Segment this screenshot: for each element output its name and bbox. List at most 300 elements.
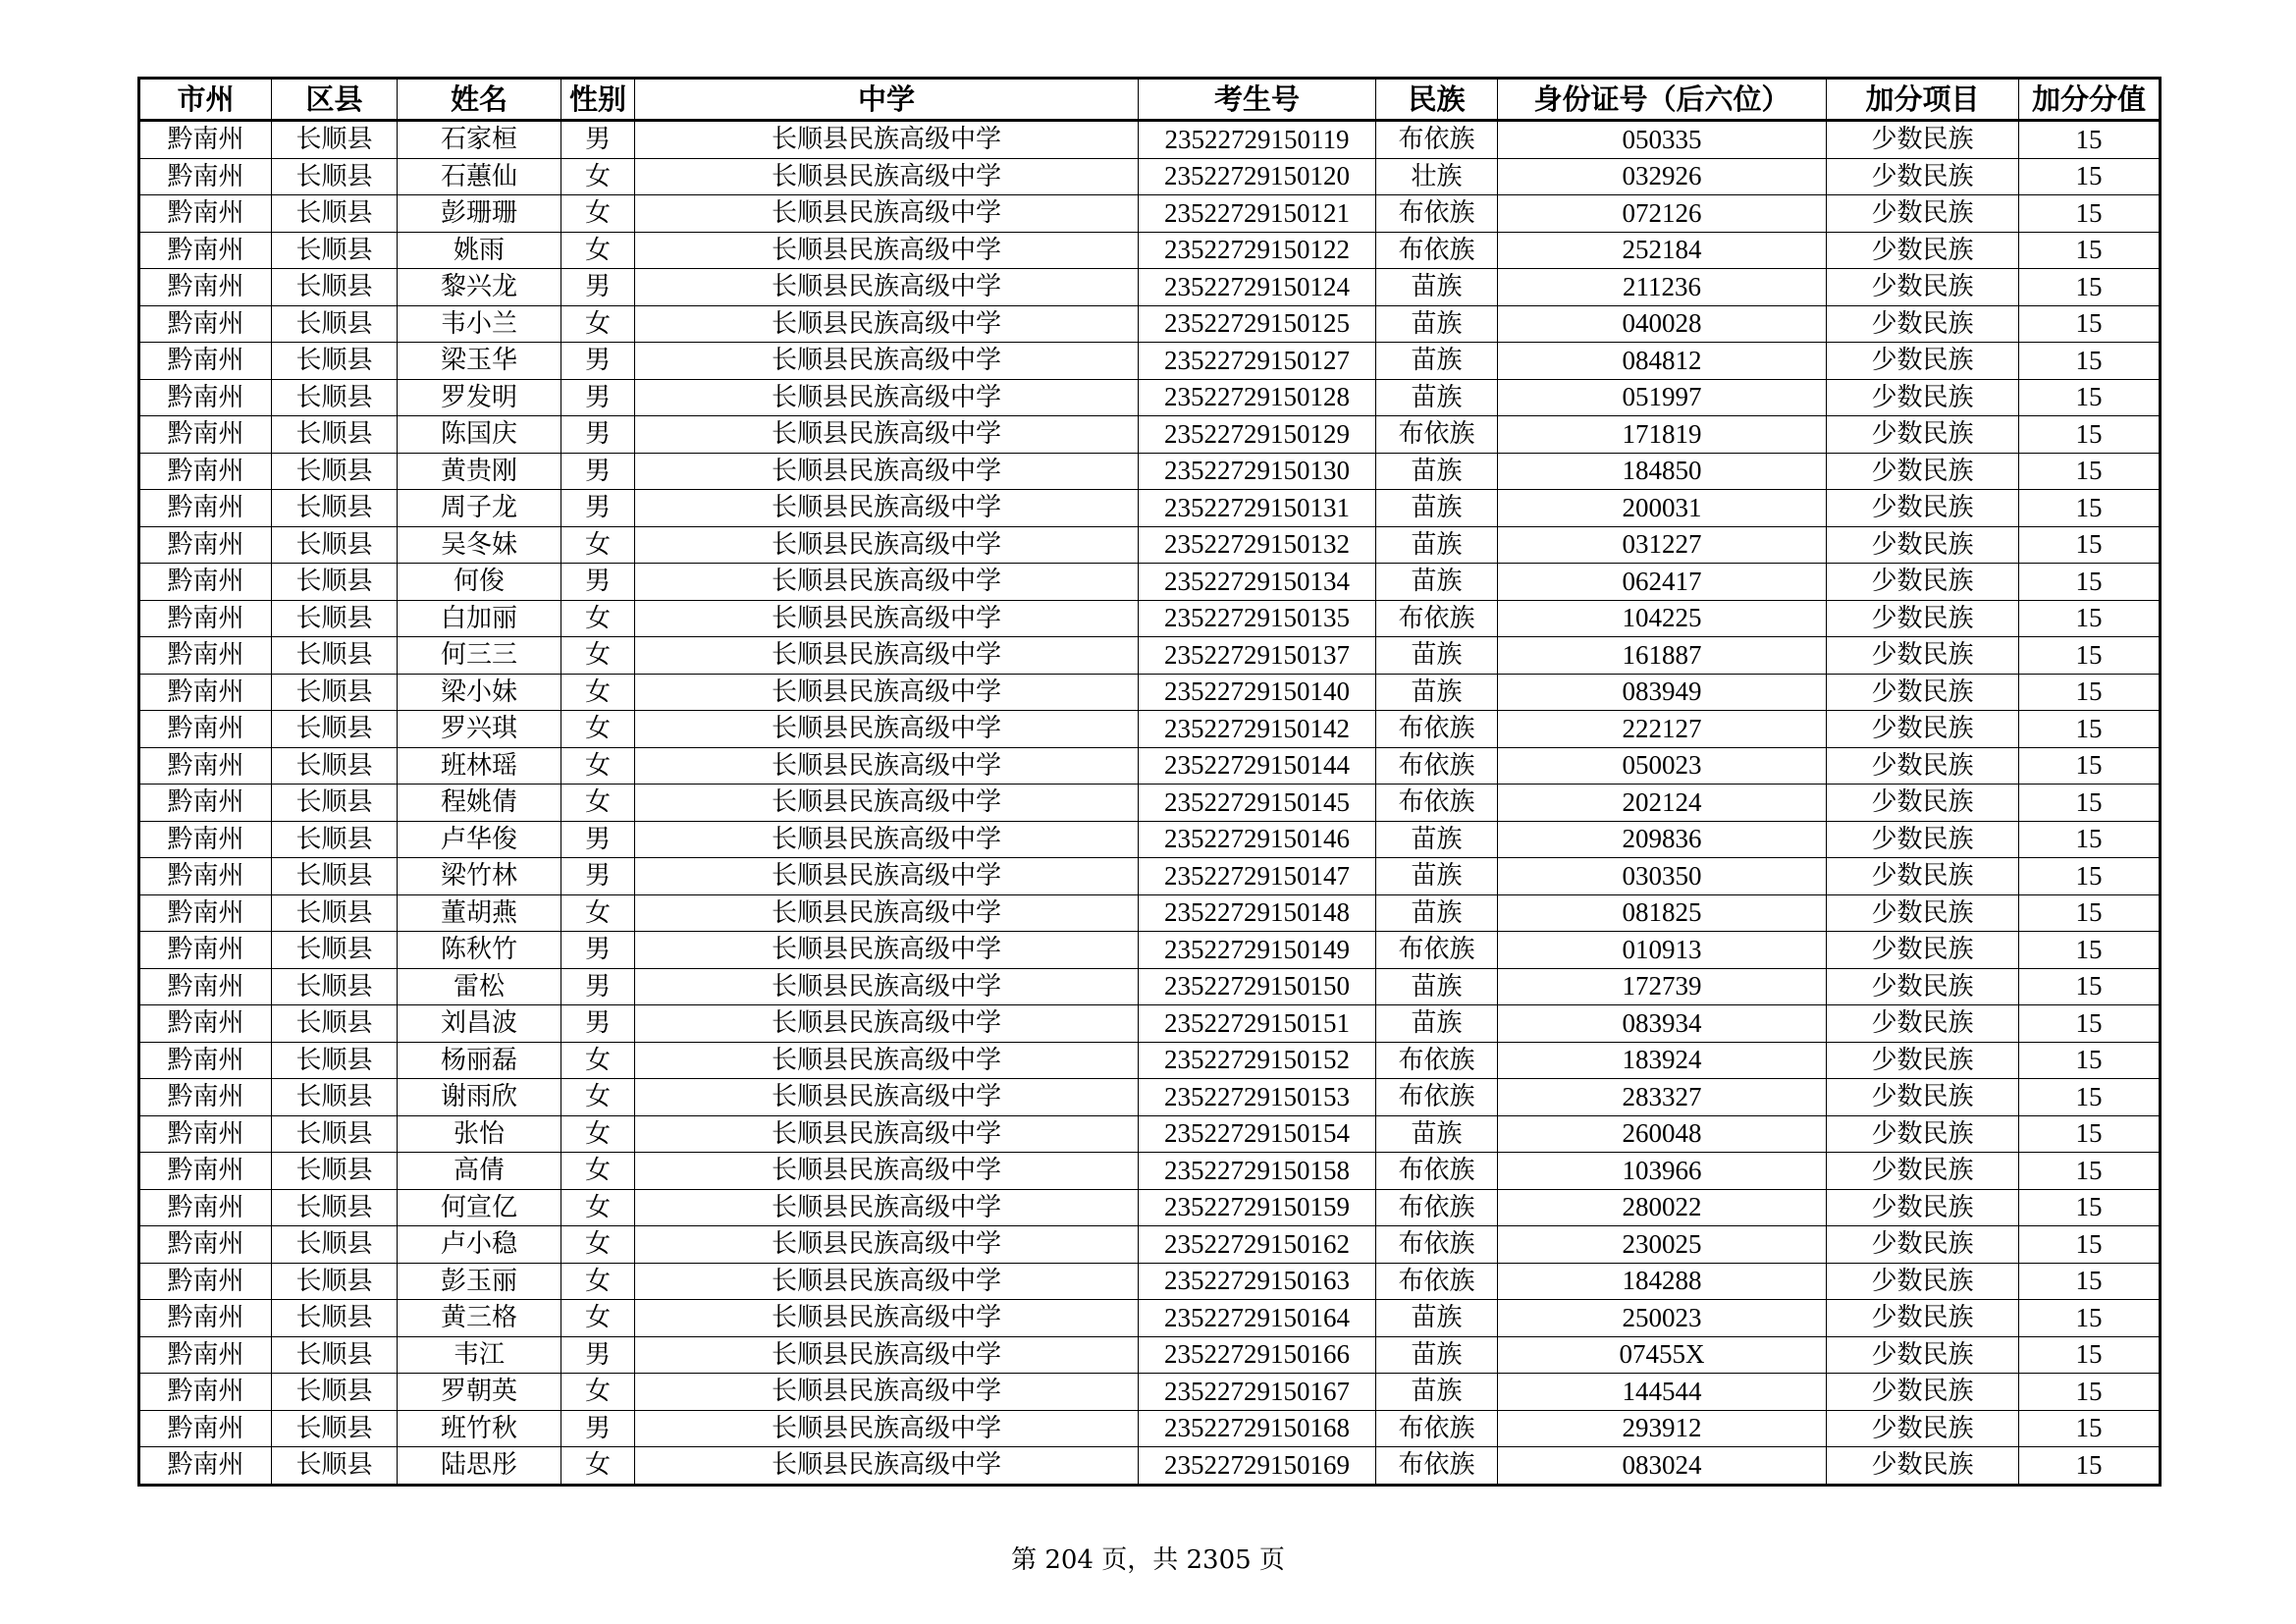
bonus-item-cell: 少数民族 [1827, 453, 2019, 490]
gender-cell: 女 [561, 1079, 635, 1116]
gender-cell: 男 [561, 121, 635, 159]
id-last-six-cell: 250023 [1498, 1300, 1827, 1337]
exam-number-cell: 23522729150128 [1139, 379, 1376, 416]
name-cell: 董胡燕 [398, 894, 561, 932]
ethnicity-cell: 苗族 [1376, 490, 1498, 527]
county-cell: 长顺县 [272, 968, 398, 1005]
bonus-item-cell: 少数民族 [1827, 1300, 2019, 1337]
id-last-six-cell: 104225 [1498, 600, 1827, 637]
school-cell: 长顺县民族高级中学 [635, 1336, 1139, 1374]
gender-cell: 男 [561, 821, 635, 858]
bonus-item-cell: 少数民族 [1827, 932, 2019, 969]
name-cell: 杨丽磊 [398, 1042, 561, 1079]
id-last-six-cell: 283327 [1498, 1079, 1827, 1116]
school-cell: 长顺县民族高级中学 [635, 1189, 1139, 1226]
city-cell: 黔南州 [139, 600, 272, 637]
county-cell: 长顺县 [272, 1115, 398, 1153]
exam-number-cell: 23522729150168 [1139, 1410, 1376, 1447]
school-cell: 长顺县民族高级中学 [635, 821, 1139, 858]
bonus-value-cell: 15 [2019, 858, 2161, 895]
bonus-value-cell: 15 [2019, 674, 2161, 711]
gender-cell: 女 [561, 1300, 635, 1337]
bonus-item-cell: 少数民族 [1827, 158, 2019, 195]
exam-number-cell: 23522729150162 [1139, 1226, 1376, 1264]
name-cell: 卢小稳 [398, 1226, 561, 1264]
bonus-item-cell: 少数民族 [1827, 1263, 2019, 1300]
school-cell: 长顺县民族高级中学 [635, 1410, 1139, 1447]
table-row [139, 821, 2161, 858]
name-cell: 石蕙仙 [398, 158, 561, 195]
exam-number-cell: 23522729150145 [1139, 785, 1376, 822]
bonus-value-cell: 15 [2019, 1042, 2161, 1079]
school-cell: 长顺县民族高级中学 [635, 121, 1139, 159]
county-cell: 长顺县 [272, 747, 398, 785]
city-cell: 黔南州 [139, 1042, 272, 1079]
exam-number-cell: 23522729150148 [1139, 894, 1376, 932]
county-cell: 长顺县 [272, 1447, 398, 1486]
city-cell: 黔南州 [139, 1447, 272, 1486]
exam-number-cell: 23522729150158 [1139, 1153, 1376, 1190]
bonus-item-cell: 少数民族 [1827, 1079, 2019, 1116]
id-last-six-cell: 200031 [1498, 490, 1827, 527]
ethnicity-cell: 苗族 [1376, 637, 1498, 675]
bonus-value-cell: 15 [2019, 564, 2161, 601]
school-cell: 长顺县民族高级中学 [635, 1300, 1139, 1337]
county-cell: 长顺县 [272, 711, 398, 748]
id-last-six-cell: 172739 [1498, 968, 1827, 1005]
page-footer: 第 204 页，共 2305 页 [1011, 1545, 1285, 1575]
name-cell: 梁玉华 [398, 343, 561, 380]
ethnicity-cell: 布依族 [1376, 785, 1498, 822]
gender-cell: 女 [561, 1447, 635, 1486]
exam-number-cell: 23522729150130 [1139, 453, 1376, 490]
gender-cell: 女 [561, 195, 635, 233]
school-cell: 长顺县民族高级中学 [635, 858, 1139, 895]
exam-number-cell: 23522729150142 [1139, 711, 1376, 748]
name-cell: 石家桓 [398, 121, 561, 159]
ethnicity-cell: 布依族 [1376, 1226, 1498, 1264]
city-cell: 黔南州 [139, 821, 272, 858]
county-cell: 长顺县 [272, 379, 398, 416]
gender-cell: 女 [561, 1189, 635, 1226]
county-cell: 长顺县 [272, 269, 398, 306]
city-cell: 黔南州 [139, 269, 272, 306]
table-row [139, 1189, 2161, 1226]
table-row [139, 932, 2161, 969]
gender-cell: 男 [561, 932, 635, 969]
county-cell: 长顺县 [272, 453, 398, 490]
table-row [139, 158, 2161, 195]
gender-cell: 男 [561, 343, 635, 380]
name-cell: 何三三 [398, 637, 561, 675]
id-last-six-cell: 051997 [1498, 379, 1827, 416]
school-cell: 长顺县民族高级中学 [635, 526, 1139, 564]
school-cell: 长顺县民族高级中学 [635, 379, 1139, 416]
school-cell: 长顺县民族高级中学 [635, 1263, 1139, 1300]
bonus-value-cell: 15 [2019, 747, 2161, 785]
exam-number-cell: 23522729150119 [1139, 121, 1376, 159]
name-cell: 陆思彤 [398, 1447, 561, 1486]
city-cell: 黔南州 [139, 1189, 272, 1226]
table-row [139, 1263, 2161, 1300]
bonus-value-cell: 15 [2019, 1005, 2161, 1043]
school-cell: 长顺县民族高级中学 [635, 1042, 1139, 1079]
id-last-six-cell: 211236 [1498, 269, 1827, 306]
bonus-value-cell: 15 [2019, 1115, 2161, 1153]
gender-cell: 男 [561, 490, 635, 527]
city-cell: 黔南州 [139, 453, 272, 490]
school-cell: 长顺县民族高级中学 [635, 894, 1139, 932]
bonus-item-cell: 少数民族 [1827, 1374, 2019, 1411]
bonus-item-cell: 少数民族 [1827, 1005, 2019, 1043]
bonus-item-cell: 少数民族 [1827, 1115, 2019, 1153]
bonus-value-cell: 15 [2019, 232, 2161, 269]
header-ethnicity: 民族 [1376, 79, 1498, 121]
table-row [139, 1079, 2161, 1116]
school-cell: 长顺县民族高级中学 [635, 1374, 1139, 1411]
gender-cell: 女 [561, 894, 635, 932]
bonus-item-cell: 少数民族 [1827, 1189, 2019, 1226]
bonus-value-cell: 15 [2019, 1410, 2161, 1447]
ethnicity-cell: 布依族 [1376, 711, 1498, 748]
bonus-value-cell: 15 [2019, 1300, 2161, 1337]
school-cell: 长顺县民族高级中学 [635, 269, 1139, 306]
gender-cell: 女 [561, 1153, 635, 1190]
gender-cell: 女 [561, 158, 635, 195]
name-cell: 何俊 [398, 564, 561, 601]
id-last-six-cell: 184850 [1498, 453, 1827, 490]
county-cell: 长顺县 [272, 158, 398, 195]
ethnicity-cell: 苗族 [1376, 269, 1498, 306]
bonus-item-cell: 少数民族 [1827, 674, 2019, 711]
bonus-value-cell: 15 [2019, 158, 2161, 195]
table-row [139, 674, 2161, 711]
ethnicity-cell: 布依族 [1376, 195, 1498, 233]
name-cell: 周子龙 [398, 490, 561, 527]
name-cell: 陈国庆 [398, 416, 561, 454]
school-cell: 长顺县民族高级中学 [635, 416, 1139, 454]
name-cell: 罗发明 [398, 379, 561, 416]
table-row [139, 747, 2161, 785]
gender-cell: 男 [561, 564, 635, 601]
city-cell: 黔南州 [139, 711, 272, 748]
table-row [139, 1005, 2161, 1043]
county-cell: 长顺县 [272, 195, 398, 233]
school-cell: 长顺县民族高级中学 [635, 932, 1139, 969]
table-row [139, 195, 2161, 233]
name-cell: 黄三格 [398, 1300, 561, 1337]
table-row [139, 968, 2161, 1005]
id-last-six-cell: 062417 [1498, 564, 1827, 601]
bonus-value-cell: 15 [2019, 1189, 2161, 1226]
id-last-six-cell: 222127 [1498, 711, 1827, 748]
ethnicity-cell: 布依族 [1376, 1410, 1498, 1447]
city-cell: 黔南州 [139, 1263, 272, 1300]
city-cell: 黔南州 [139, 1336, 272, 1374]
school-cell: 长顺县民族高级中学 [635, 490, 1139, 527]
ethnicity-cell: 苗族 [1376, 894, 1498, 932]
ethnicity-cell: 苗族 [1376, 821, 1498, 858]
ethnicity-cell: 苗族 [1376, 1005, 1498, 1043]
name-cell: 雷松 [398, 968, 561, 1005]
exam-number-cell: 23522729150140 [1139, 674, 1376, 711]
ethnicity-cell: 苗族 [1376, 343, 1498, 380]
name-cell: 刘昌波 [398, 1005, 561, 1043]
school-cell: 长顺县民族高级中学 [635, 600, 1139, 637]
school-cell: 长顺县民族高级中学 [635, 785, 1139, 822]
id-last-six-cell: 260048 [1498, 1115, 1827, 1153]
ethnicity-cell: 苗族 [1376, 968, 1498, 1005]
name-cell: 何宣亿 [398, 1189, 561, 1226]
id-last-six-cell: 293912 [1498, 1410, 1827, 1447]
id-last-six-cell: 030350 [1498, 858, 1827, 895]
gender-cell: 男 [561, 269, 635, 306]
header-bonus-item: 加分项目 [1827, 79, 2019, 121]
bonus-item-cell: 少数民族 [1827, 269, 2019, 306]
id-last-six-cell: 040028 [1498, 305, 1827, 343]
school-cell: 长顺县民族高级中学 [635, 637, 1139, 675]
city-cell: 黔南州 [139, 343, 272, 380]
county-cell: 长顺县 [272, 1374, 398, 1411]
table-row [139, 269, 2161, 306]
bonus-item-cell: 少数民族 [1827, 305, 2019, 343]
exam-number-cell: 23522729150164 [1139, 1300, 1376, 1337]
table-row [139, 1336, 2161, 1374]
school-cell: 长顺县民族高级中学 [635, 1115, 1139, 1153]
county-cell: 长顺县 [272, 490, 398, 527]
bonus-item-cell: 少数民族 [1827, 1153, 2019, 1190]
name-cell: 高倩 [398, 1153, 561, 1190]
table-row [139, 858, 2161, 895]
exam-number-cell: 23522729150153 [1139, 1079, 1376, 1116]
ethnicity-cell: 苗族 [1376, 564, 1498, 601]
bonus-value-cell: 15 [2019, 711, 2161, 748]
bonus-value-cell: 15 [2019, 490, 2161, 527]
school-cell: 长顺县民族高级中学 [635, 1447, 1139, 1486]
header-name: 姓名 [398, 79, 561, 121]
id-last-six-cell: 202124 [1498, 785, 1827, 822]
ethnicity-cell: 苗族 [1376, 1115, 1498, 1153]
county-cell: 长顺县 [272, 674, 398, 711]
table-body [139, 121, 2161, 1486]
bonus-value-cell: 15 [2019, 416, 2161, 454]
city-cell: 黔南州 [139, 1153, 272, 1190]
ethnicity-cell: 壮族 [1376, 158, 1498, 195]
gender-cell: 女 [561, 1042, 635, 1079]
id-last-six-cell: 072126 [1498, 195, 1827, 233]
table-row [139, 121, 2161, 159]
bonus-value-cell: 15 [2019, 453, 2161, 490]
table-row [139, 232, 2161, 269]
table-header [139, 79, 2161, 121]
header-bonus-value: 加分分值 [2019, 79, 2161, 121]
bonus-value-cell: 15 [2019, 932, 2161, 969]
ethnicity-cell: 布依族 [1376, 1189, 1498, 1226]
county-cell: 长顺县 [272, 121, 398, 159]
table-row [139, 1115, 2161, 1153]
city-cell: 黔南州 [139, 1410, 272, 1447]
ethnicity-cell: 布依族 [1376, 416, 1498, 454]
city-cell: 黔南州 [139, 858, 272, 895]
bonus-value-cell: 15 [2019, 785, 2161, 822]
exam-number-cell: 23522729150167 [1139, 1374, 1376, 1411]
bonus-value-cell: 15 [2019, 269, 2161, 306]
bonus-value-cell: 15 [2019, 1263, 2161, 1300]
bonus-value-cell: 15 [2019, 894, 2161, 932]
city-cell: 黔南州 [139, 674, 272, 711]
name-cell: 罗朝英 [398, 1374, 561, 1411]
exam-number-cell: 23522729150147 [1139, 858, 1376, 895]
exam-number-cell: 23522729150166 [1139, 1336, 1376, 1374]
county-cell: 长顺县 [272, 1189, 398, 1226]
bonus-value-cell: 15 [2019, 343, 2161, 380]
gender-cell: 女 [561, 600, 635, 637]
gender-cell: 女 [561, 305, 635, 343]
id-last-six-cell: 171819 [1498, 416, 1827, 454]
county-cell: 长顺县 [272, 858, 398, 895]
bonus-value-cell: 15 [2019, 600, 2161, 637]
exam-number-cell: 23522729150129 [1139, 416, 1376, 454]
county-cell: 长顺县 [272, 343, 398, 380]
gender-cell: 女 [561, 526, 635, 564]
exam-number-cell: 23522729150169 [1139, 1447, 1376, 1486]
ethnicity-cell: 苗族 [1376, 1300, 1498, 1337]
bonus-item-cell: 少数民族 [1827, 121, 2019, 159]
ethnicity-cell: 苗族 [1376, 1336, 1498, 1374]
exam-number-cell: 23522729150152 [1139, 1042, 1376, 1079]
school-cell: 长顺县民族高级中学 [635, 305, 1139, 343]
name-cell: 白加丽 [398, 600, 561, 637]
table-row [139, 526, 2161, 564]
county-cell: 长顺县 [272, 564, 398, 601]
bonus-item-cell: 少数民族 [1827, 894, 2019, 932]
county-cell: 长顺县 [272, 1226, 398, 1264]
name-cell: 韦小兰 [398, 305, 561, 343]
bonus-value-cell: 15 [2019, 821, 2161, 858]
table-row [139, 894, 2161, 932]
bonus-item-cell: 少数民族 [1827, 1226, 2019, 1264]
header-exam-number: 考生号 [1139, 79, 1376, 121]
bonus-value-cell: 15 [2019, 526, 2161, 564]
school-cell: 长顺县民族高级中学 [635, 1153, 1139, 1190]
bonus-value-cell: 15 [2019, 1336, 2161, 1374]
county-cell: 长顺县 [272, 785, 398, 822]
bonus-value-cell: 15 [2019, 1374, 2161, 1411]
ethnicity-cell: 布依族 [1376, 1263, 1498, 1300]
id-last-six-cell: 050335 [1498, 121, 1827, 159]
ethnicity-cell: 苗族 [1376, 1374, 1498, 1411]
bonus-item-cell: 少数民族 [1827, 711, 2019, 748]
exam-number-cell: 23522729150154 [1139, 1115, 1376, 1153]
id-last-six-cell: 252184 [1498, 232, 1827, 269]
exam-number-cell: 23522729150135 [1139, 600, 1376, 637]
exam-number-cell: 23522729150159 [1139, 1189, 1376, 1226]
id-last-six-cell: 161887 [1498, 637, 1827, 675]
gender-cell: 男 [561, 416, 635, 454]
exam-number-cell: 23522729150144 [1139, 747, 1376, 785]
county-cell: 长顺县 [272, 416, 398, 454]
bonus-item-cell: 少数民族 [1827, 968, 2019, 1005]
name-cell: 程姚倩 [398, 785, 561, 822]
exam-number-cell: 23522729150134 [1139, 564, 1376, 601]
county-cell: 长顺县 [272, 600, 398, 637]
gender-cell: 女 [561, 785, 635, 822]
exam-number-cell: 23522729150132 [1139, 526, 1376, 564]
exam-number-cell: 23522729150146 [1139, 821, 1376, 858]
bonus-item-cell: 少数民族 [1827, 1042, 2019, 1079]
id-last-six-cell: 103966 [1498, 1153, 1827, 1190]
table-row [139, 1410, 2161, 1447]
bonus-value-cell: 15 [2019, 379, 2161, 416]
table-row [139, 343, 2161, 380]
header-row [139, 79, 2161, 121]
city-cell: 黔南州 [139, 416, 272, 454]
id-last-six-cell: 230025 [1498, 1226, 1827, 1264]
header-county: 区县 [272, 79, 398, 121]
gender-cell: 男 [561, 858, 635, 895]
id-last-six-cell: 184288 [1498, 1263, 1827, 1300]
ethnicity-cell: 布依族 [1376, 1042, 1498, 1079]
id-last-six-cell: 07455X [1498, 1336, 1827, 1374]
county-cell: 长顺县 [272, 1079, 398, 1116]
table-row [139, 564, 2161, 601]
gender-cell: 男 [561, 379, 635, 416]
bonus-item-cell: 少数民族 [1827, 858, 2019, 895]
table-row [139, 416, 2161, 454]
table-row [139, 1374, 2161, 1411]
id-last-six-cell: 010913 [1498, 932, 1827, 969]
city-cell: 黔南州 [139, 232, 272, 269]
exam-number-cell: 23522729150122 [1139, 232, 1376, 269]
ethnicity-cell: 苗族 [1376, 379, 1498, 416]
name-cell: 姚雨 [398, 232, 561, 269]
county-cell: 长顺县 [272, 1410, 398, 1447]
id-last-six-cell: 083949 [1498, 674, 1827, 711]
exam-number-cell: 23522729150150 [1139, 968, 1376, 1005]
id-last-six-cell: 031227 [1498, 526, 1827, 564]
name-cell: 谢雨欣 [398, 1079, 561, 1116]
bonus-item-cell: 少数民族 [1827, 526, 2019, 564]
exam-number-cell: 23522729150125 [1139, 305, 1376, 343]
gender-cell: 女 [561, 1263, 635, 1300]
city-cell: 黔南州 [139, 158, 272, 195]
bonus-value-cell: 15 [2019, 968, 2161, 1005]
bonus-value-cell: 15 [2019, 121, 2161, 159]
city-cell: 黔南州 [139, 1079, 272, 1116]
county-cell: 长顺县 [272, 821, 398, 858]
header-school: 中学 [635, 79, 1139, 121]
exam-number-cell: 23522729150120 [1139, 158, 1376, 195]
ethnicity-cell: 苗族 [1376, 858, 1498, 895]
city-cell: 黔南州 [139, 490, 272, 527]
school-cell: 长顺县民族高级中学 [635, 1226, 1139, 1264]
name-cell: 卢华俊 [398, 821, 561, 858]
name-cell: 梁小妹 [398, 674, 561, 711]
city-cell: 黔南州 [139, 747, 272, 785]
name-cell: 班竹秋 [398, 1410, 561, 1447]
school-cell: 长顺县民族高级中学 [635, 453, 1139, 490]
exam-number-cell: 23522729150151 [1139, 1005, 1376, 1043]
bonus-item-cell: 少数民族 [1827, 343, 2019, 380]
id-last-six-cell: 083934 [1498, 1005, 1827, 1043]
gender-cell: 女 [561, 1226, 635, 1264]
name-cell: 吴冬妹 [398, 526, 561, 564]
gender-cell: 女 [561, 637, 635, 675]
bonus-item-cell: 少数民族 [1827, 1410, 2019, 1447]
city-cell: 黔南州 [139, 932, 272, 969]
bonus-item-cell: 少数民族 [1827, 564, 2019, 601]
bonus-points-table [137, 77, 2162, 1487]
